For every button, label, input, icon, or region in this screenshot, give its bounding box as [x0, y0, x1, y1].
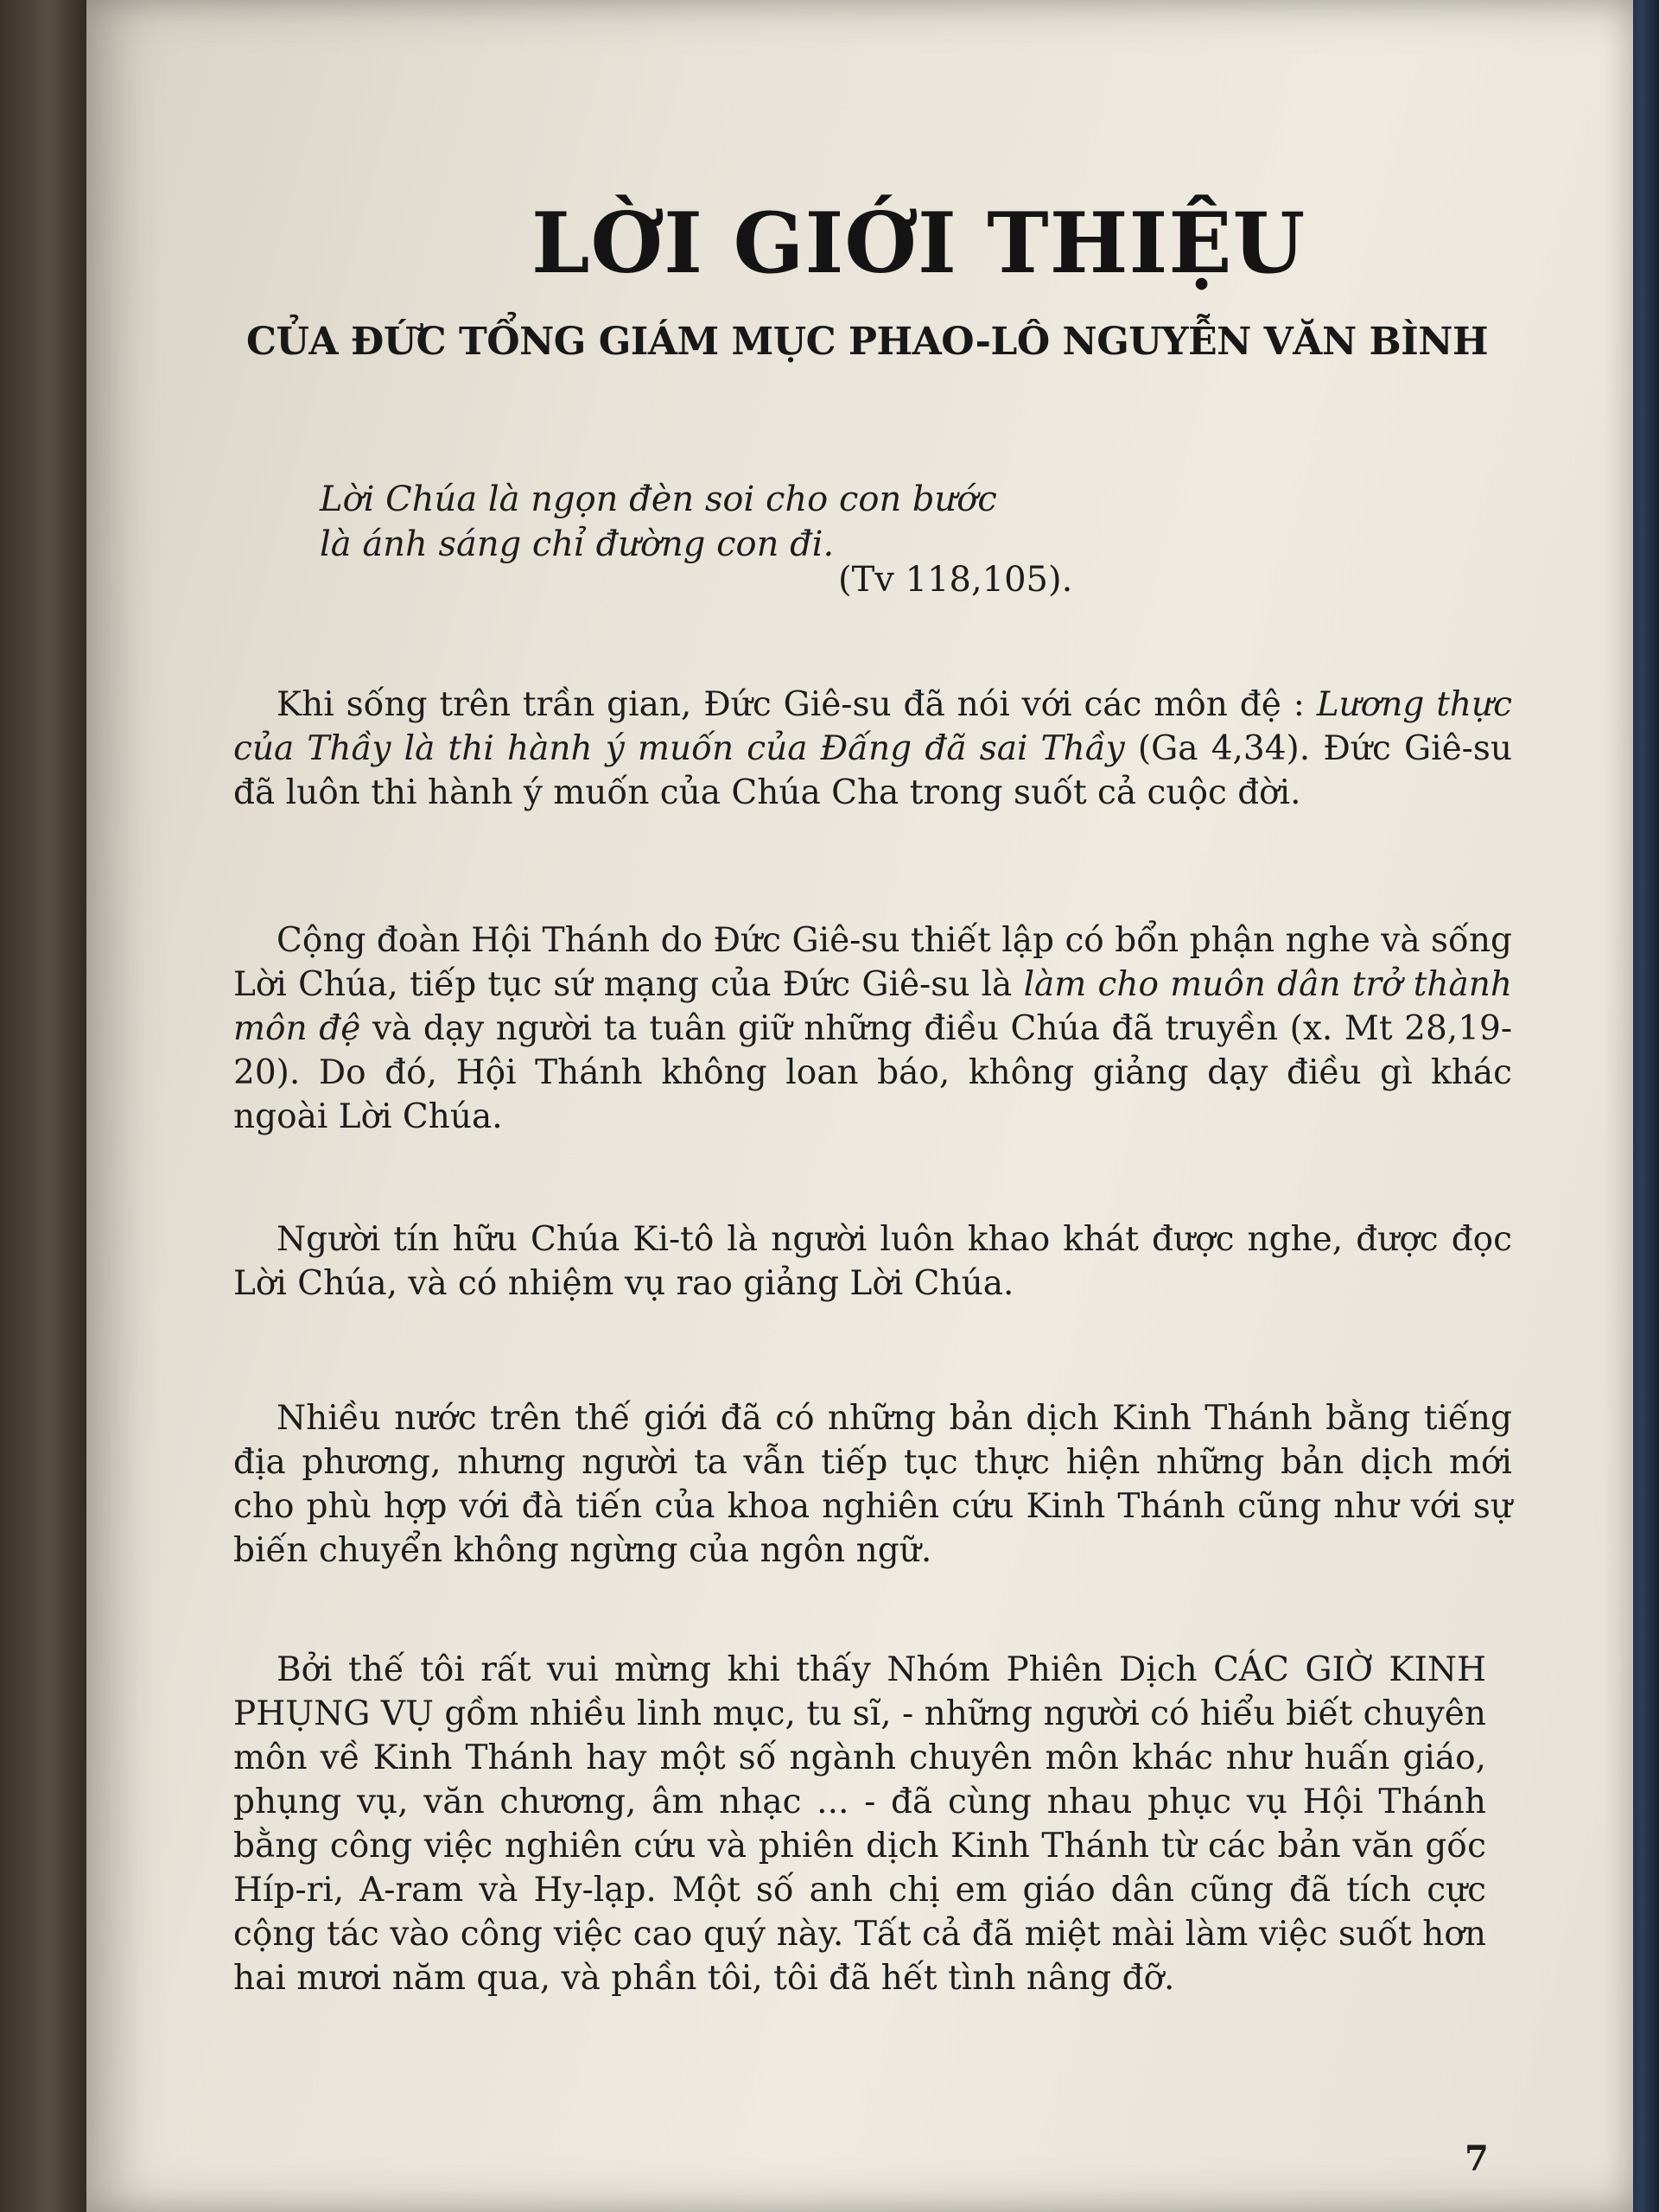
- paragraph-4: Nhiều nước trên thế giới đã có những bản dịch Kinh Thánh bằng tiếng địa phương, nhưng người ta vẫn tiếp tục thực hiện những bản dịch mới cho phù hợp với đà tiến của khoa nghiên cứu Kinh Thánh cũng như với sự biến chuyển không ngừng của ngôn ngữ.: [233, 1399, 1512, 1570]
- page-number: 7: [1465, 2139, 1489, 2179]
- page-subtitle: CỦA ĐỨC TỔNG GIÁM MỤC PHAO-LÔ NGUYỄN VĂN BÌNH: [246, 320, 1489, 364]
- page-title: LỜI GIỚI THIỆU: [531, 194, 1306, 292]
- epigraph-line-2: là ánh sáng chỉ đường con đi.: [320, 524, 835, 564]
- paragraph-1-text-a: Khi sống trên trần gian, Đức Giê-su đã nói với các môn đệ :: [276, 685, 1317, 724]
- page-content: [147, 0, 1513, 2212]
- paragraph-2-text-a: Cộng đoàn Hội Thánh do Đức Giê-su thiết lập có bổn phận nghe và sống Lời Chúa, tiếp tục sứ mạng của Đức Giê-su là: [233, 921, 1512, 1004]
- epigraph: [320, 477, 997, 567]
- paragraph-5-text-c: gồm nhiều linh mục, tu sĩ, - những người có hiểu biết chuyên môn về Kinh Thánh hay một số ngành chuyên môn khác như huấn giáo, phụng vụ, văn chương, âm nhạc ... - đã cùng nhau phục vụ Hội Thánh bằng công việc nghiên cứu và phiên dịch Kinh Thánh từ các bản văn gốc Híp-ri, A-ram và Hy-lạp. Một số anh chị em giáo dân cũng đã tích cực cộng tác vào công việc cao quý này. Tất cả đã miệt mài làm việc suốt hơn hai mươi năm qua, và phần tôi, tôi đã hết tình nâng đỡ.: [233, 1694, 1486, 1998]
- book-page: [86, 0, 1633, 2212]
- paragraph-2: [233, 918, 1512, 1139]
- paragraph-2-quote: làm cho muôn dân trở thành môn đệ: [233, 965, 1513, 1048]
- paragraph-1-quote: Lương thực của Thầy là thi hành ý muốn của Đấng đã sai Thầy: [233, 685, 1512, 768]
- book-spine-edge: [0, 0, 91, 2212]
- paragraph-1: [233, 683, 1512, 815]
- paragraph-5-book-title: CÁC GIỜ KINH PHỤNG VỤ: [233, 1650, 1486, 1733]
- paragraph-5-text-a: Bởi thế tôi rất vui mừng khi thấy Nhóm Phiên Dịch: [276, 1650, 1214, 1689]
- paragraph-1-text-c: (Ga 4,34). Đức Giê-su đã luôn thi hành ý muốn của Chúa Cha trong suốt cả cuộc đời.: [233, 729, 1512, 812]
- paragraph-3: Người tín hữu Chúa Ki-tô là người luôn khao khát được nghe, được đọc Lời Chúa, và có nhiệm vụ rao giảng Lời Chúa.: [233, 1220, 1512, 1303]
- paragraph-2-text-c: và dạy người ta tuân giữ những điều Chúa đã truyền (x. Mt 28,19-20). Do đó, Hội Thánh không loan báo, không giảng dạy điều gì khác ngoài Lời Chúa.: [233, 1009, 1513, 1136]
- paragraph-5: [233, 1648, 1486, 2000]
- epigraph-line-1: Lời Chúa là ngọn đèn soi cho con bước: [320, 480, 997, 519]
- epigraph-reference: (Tv 118,105).: [838, 560, 1073, 600]
